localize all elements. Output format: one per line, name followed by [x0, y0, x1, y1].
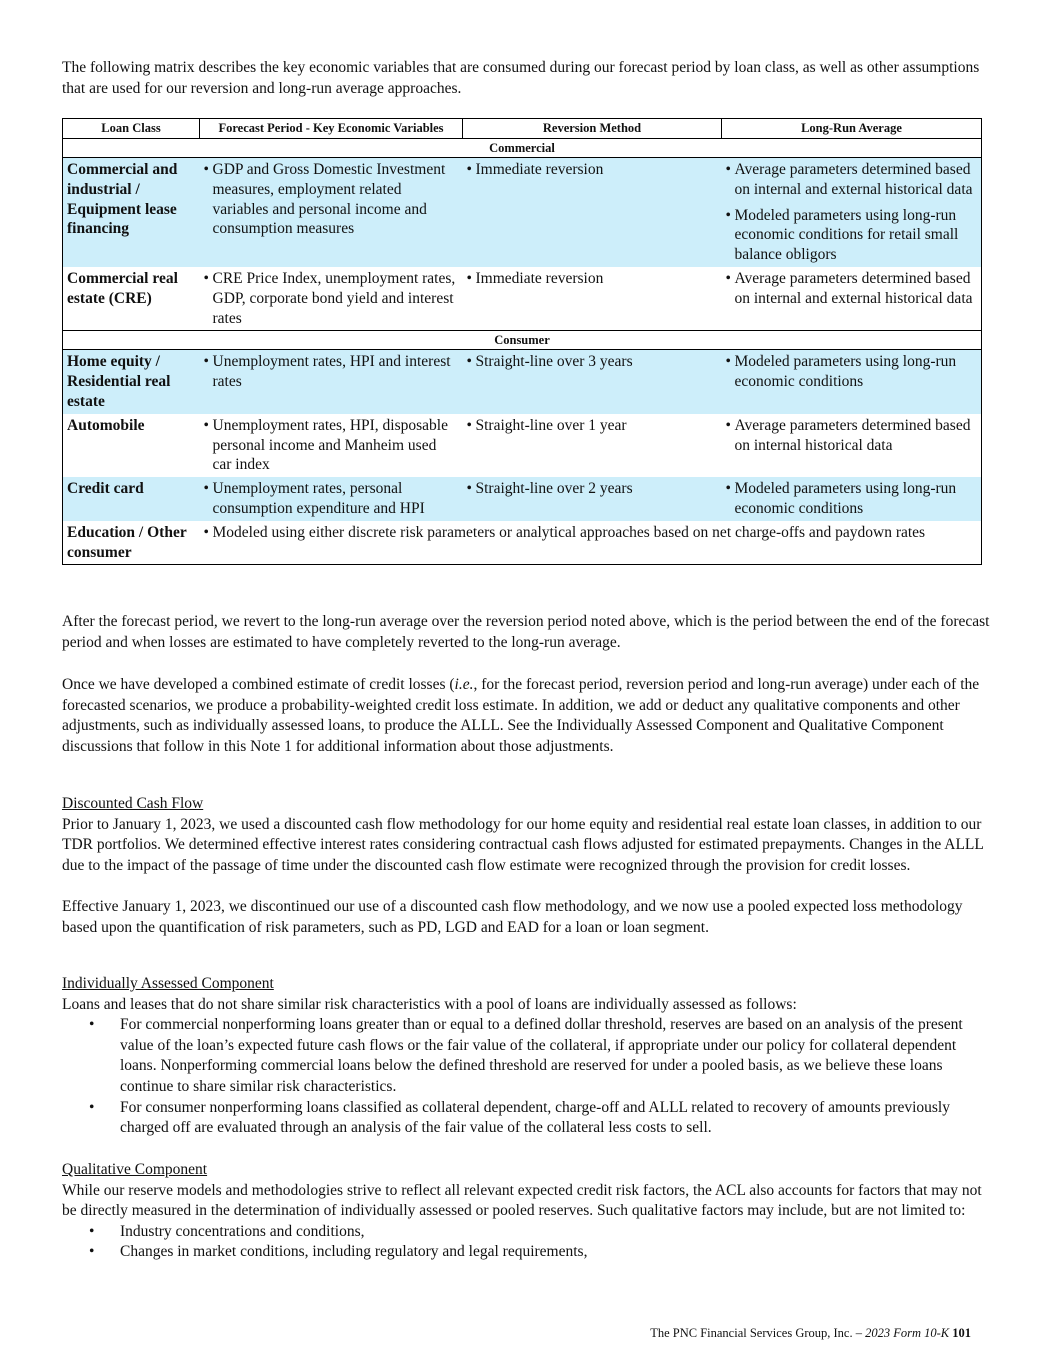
dcf-paragraph-1: Prior to January 1, 2023, we used a discounted cash flow methodology for our home equity and residential real estate loan classes, in addition to our TDR portfolios. We determined effective interest rates considering contractual cash flows adjusted for estimated prepayments. Changes in the ALLL due to the impact of the passage of time under the discounted cash flow estimate were recognized through the provision for credit losses. [62, 815, 984, 874]
reversion-cell [463, 477, 722, 521]
bullet-icon: • [89, 1243, 95, 1261]
long-run-cell [722, 350, 982, 414]
list-item-text: For commercial nonperforming loans greater than or equal to a defined dollar threshold, reserves are based on an analysis of the present value of the loan’s expected future cash flows or the fair value of the collateral, if appropriate under our policy for collateral dependent loans. Nonperforming commercial loans below the defined threshold are reserved for under a pooled basis, as we believe these loans continue to share similar risk characteristics. [120, 1016, 963, 1095]
footer-form: 2023 Form 10-K [865, 1326, 950, 1340]
qc-bullet-list [62, 1222, 994, 1263]
after-forecast-paragraph: After the forecast period, we revert to the long-run average over the reversion period noted above, which is the period between the end of the forecast period and when losses are estimated to have completely reverted to the long-run average. [62, 613, 990, 651]
forecast-cell [200, 521, 982, 565]
forecast-cell [200, 414, 463, 477]
section-row-commercial [63, 139, 982, 158]
intro-paragraph: The following matrix describes the key economic variables that are consumed during our forecast period by loan class, as well as other assumptions that are used for our reversion and long-run average approaches. [62, 59, 980, 97]
reversion-text: • Straight-line over 3 years [467, 352, 718, 372]
loan-class-cell: Home equity / Residential real estate [63, 350, 200, 414]
forecast-text: • CRE Price Index, unemployment rates, GDP, corporate bond yield and interest rates [204, 269, 459, 328]
list-item-text: Changes in market conditions, including regulatory and legal requirements, [120, 1243, 588, 1261]
individually-assessed-section [62, 974, 994, 1139]
table-row [63, 350, 982, 414]
table-row [63, 521, 982, 565]
header-forecast: Forecast Period - Key Economic Variables [200, 119, 463, 139]
list-item [62, 1015, 994, 1097]
long-run-text: • Average parameters determined based on internal historical data [726, 416, 978, 456]
bullet-icon: • [89, 1016, 95, 1034]
table-row [63, 267, 982, 331]
page-number: 101 [952, 1326, 971, 1340]
section-commercial-label: Commercial [63, 139, 982, 158]
forecast-text: • Unemployment rates, HPI, disposable personal income and Manheim used car index [204, 416, 459, 475]
dcf-paragraph-2: Effective January 1, 2023, we discontinued our use of a discounted cash flow methodology, and we now use a pooled expected loss methodology based upon the quantification of risk parameters, such as PD, LGD and EAD for a loan or loan segment. [62, 897, 963, 936]
dcf-heading: Discounted Cash Flow [62, 795, 204, 812]
reversion-text: • Straight-line over 2 years [467, 479, 718, 499]
header-reversion: Reversion Method [463, 119, 722, 139]
forecast-cell [200, 158, 463, 267]
list-item [62, 1242, 994, 1263]
footer-company: The PNC Financial Services Group, Inc. – [650, 1326, 862, 1340]
long-run-cell [722, 477, 982, 521]
qualitative-section [62, 1160, 994, 1263]
reversion-cell [463, 350, 722, 414]
qc-heading: Qualitative Component [62, 1161, 208, 1178]
loan-class-cell: Commercial real estate (CRE) [63, 267, 200, 331]
reversion-cell [463, 267, 722, 331]
forecast-text: • Unemployment rates, HPI and interest rates [204, 352, 459, 392]
bullet-icon: • [89, 1098, 95, 1116]
reversion-cell [463, 158, 722, 267]
long-run-cell [722, 158, 982, 267]
long-run-text: • Average parameters determined based on internal and external historical data [726, 269, 978, 309]
header-loan-class: Loan Class [63, 119, 200, 139]
bullet-icon: • [89, 1222, 95, 1240]
list-item [62, 1222, 994, 1243]
reversion-text: • Immediate reversion [467, 160, 718, 180]
reversion-text: • Straight-line over 1 year [467, 416, 718, 436]
combined-text-pre: Once we have developed a combined estimate of credit losses ( [62, 676, 455, 693]
header-long-run: Long-Run Average [722, 119, 982, 139]
combined-estimate-paragraph [62, 675, 994, 757]
long-run-cell [722, 414, 982, 477]
forecast-text: • GDP and Gross Domestic Investment measures, employment related variables and personal income and consumption measures [204, 160, 459, 239]
loan-class-cell: Credit card [63, 477, 200, 521]
forecast-cell [200, 477, 463, 521]
forecast-cell [200, 350, 463, 414]
table-row [63, 477, 982, 521]
matrix-header-row [63, 119, 982, 139]
long-run-text: • Modeled parameters using long-run economic conditions [726, 479, 978, 519]
qc-lead: While our reserve models and methodologies strive to reflect all relevant expected credit risk factors, the ACL also accounts for factors that may not be directly measured in the determination of individually assessed or pooled reserves. Such qualitative factors may include, but are not limited to: [62, 1181, 982, 1220]
long-run-text: • Modeled parameters using long-run economic conditions [726, 352, 978, 392]
section-consumer-label: Consumer [63, 331, 982, 350]
forecast-text: • Modeled using either discrete risk parameters or analytical approaches based on net charge-offs and paydown rates [204, 523, 978, 543]
section-row-consumer [63, 331, 982, 350]
loan-class-cell: Commercial and industrial / Equipment lease financing [63, 158, 200, 267]
economic-variables-matrix [62, 118, 982, 565]
iac-bullet-list [62, 1015, 994, 1139]
table-row [63, 158, 982, 267]
dcf-section [62, 794, 994, 938]
loan-class-cell: Education / Other consumer [63, 521, 200, 565]
long-run-cell [722, 267, 982, 331]
combined-text-post: , for the forecast period, reversion period and long-run average) under each of the forecasted scenarios, we produce a probability-weighted credit loss estimate. In addition, we add or deduct any qualitative components and other adjustments, such as individually assessed loans, to produce the ALLL. See the Individually Assessed Component and Qualitative Component discussions that follow in this Note 1 for additional information about those adjustments. [62, 676, 980, 755]
iac-heading: Individually Assessed Component [62, 975, 274, 992]
page-footer [650, 1326, 971, 1341]
long-run-text: • Modeled parameters using long-run economic conditions for retail small balance obligors [726, 206, 978, 265]
list-item-text: Industry concentrations and conditions, [120, 1222, 365, 1240]
list-item [62, 1098, 994, 1139]
loan-class-cell: Automobile [63, 414, 200, 477]
reversion-text: • Immediate reversion [467, 269, 718, 289]
forecast-text: • Unemployment rates, personal consumption expenditure and HPI [204, 479, 459, 519]
list-item-text: For consumer nonperforming loans classified as collateral dependent, charge-off and ALLL related to recovery of amounts previously charged off are evaluated through an analysis of the fair value of the collateral less costs to sell. [120, 1098, 950, 1137]
iac-lead: Loans and leases that do not share similar risk characteristics with a pool of loans are individually assessed as follows: [62, 995, 797, 1013]
forecast-cell [200, 267, 463, 331]
combined-text-ie: i.e. [454, 676, 474, 693]
reversion-cell [463, 414, 722, 477]
table-row [63, 414, 982, 477]
long-run-text: • Average parameters determined based on internal and external historical data [726, 160, 978, 200]
